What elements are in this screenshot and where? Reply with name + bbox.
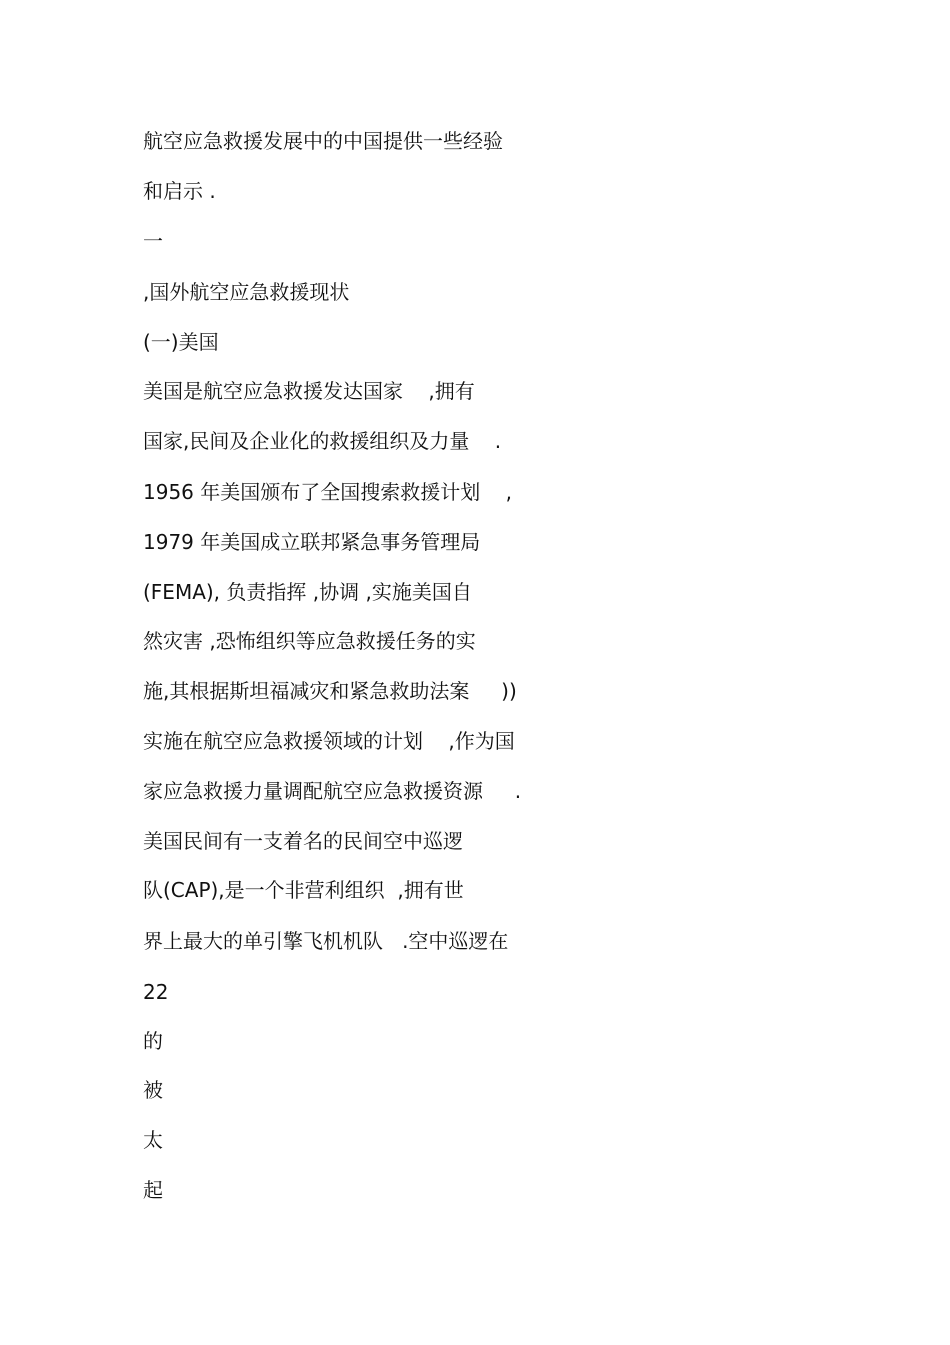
section-heading: (一)美国	[143, 330, 219, 354]
text-line: 一	[143, 229, 163, 253]
text-line: ,国外航空应急救援现状	[143, 280, 350, 304]
text-line: 被	[143, 1078, 163, 1102]
text-line: 美国是航空应急救援发达国家 ,拥有	[143, 379, 475, 403]
text-line: 航空应急救援发展中的中国提供一些经验	[143, 129, 503, 153]
text-line: 太	[143, 1128, 163, 1152]
text-line: 实施在航空应急救援领域的计划 ,作为国	[143, 729, 515, 753]
text-line: 1956 年美国颁布了全国搜索救援计划 ,	[143, 480, 513, 504]
text-line: 施,其根据斯坦福减灾和紧急救助法案 ))	[143, 679, 517, 703]
text-line: 和启示 .	[143, 179, 216, 203]
text-line: 队(CAP),是一个非营利组织 ,拥有世	[143, 878, 464, 902]
text-line: 美国民间有一支着名的民间空中巡逻	[143, 829, 463, 853]
text-line: 然灾害 ,恐怖组织等应急救援任务的实	[143, 629, 476, 653]
text-line: (FEMA), 负责指挥 ,协调 ,实施美国自	[143, 580, 472, 604]
text-line: 界上最大的单引擎飞机机队 .空中巡逻在	[143, 929, 509, 953]
text-line: 起	[143, 1178, 163, 1202]
text-line: 1979 年美国成立联邦紧急事务管理局	[143, 530, 481, 554]
text-line: 22	[143, 980, 169, 1004]
text-line: 国家,民间及企业化的救援组织及力量 .	[143, 429, 502, 453]
text-line: 家应急救援力量调配航空应急救援资源 .	[143, 779, 522, 803]
text-line: 的	[143, 1029, 163, 1053]
